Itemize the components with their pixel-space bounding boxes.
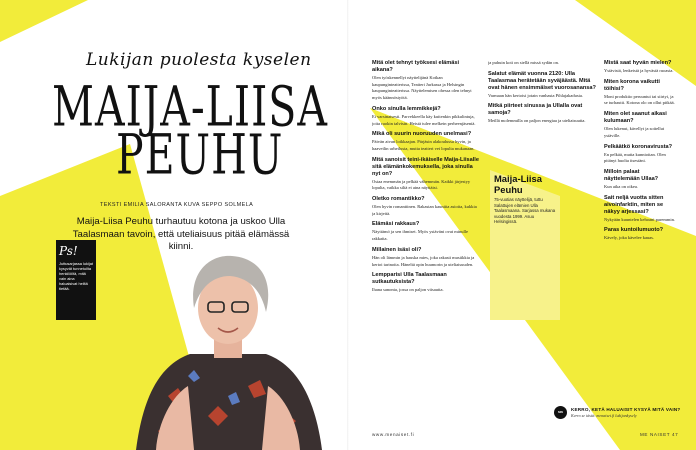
answer: Kun aika on oikea.	[604, 183, 638, 189]
question: Milloin palaat näyttelemään Ullaa?	[604, 168, 659, 182]
qa-item	[372, 272, 480, 294]
question: Millainen isäsi oli?	[372, 246, 422, 253]
question: Paras kuntoilumuoto?	[604, 227, 664, 234]
article-title-line1: MAIJA-LIISA	[52, 74, 328, 139]
qa-item	[604, 79, 676, 107]
question: Pelkäätkö koronavirusta?	[604, 143, 673, 150]
footer-cta: KERRO, KETÄ HALUAISIT KYSYÄ MITÄ VAIN?	[571, 407, 681, 412]
answer: Meillä molemmilla on paljon energiaa ja uteliaisuutta.	[488, 118, 586, 124]
answer: ja puhuin koti on siellä missä sydän on.	[488, 60, 559, 65]
question: Sait neljä vuotta sitten aivoinfarktin, miten se näkyy arjessasi?	[604, 194, 664, 215]
answer: Olen työskennellyt näyttelijänä Kotkan kaupunginteatterissa, Teatteri Jurkassa ja Helsingin kaupunginteatterissa. Näyttelemisen ohessa olen tehnyt myös käännöstyötä.	[372, 75, 472, 101]
question: Onko sinulla lemmikkejä?	[372, 105, 441, 112]
note-text: Juttusarjassa lukijat kysyvät tunnetuilta henkilöiltä, mitä vain aina haluaisivat heiltä tietää.	[59, 261, 93, 292]
qa-item	[372, 221, 480, 242]
article-column-2	[488, 60, 598, 140]
qa-item	[372, 196, 480, 217]
page-folio: ME NAISET 47	[640, 432, 679, 437]
qa-item	[372, 157, 480, 192]
person-portrait-icon	[128, 246, 328, 450]
qa-item	[488, 103, 598, 125]
qa-item	[604, 169, 676, 191]
magazine-logo-icon: MN	[554, 406, 567, 419]
answer: Näyttämö ja sen ihmiset. Myös ystäväni ovat minulle rakkaita.	[372, 229, 468, 242]
answer: Varmaan hän kertoisi jotain vanhasta Pihlajakadusta.	[488, 92, 583, 98]
qa-item	[604, 60, 676, 75]
article-lead: Maija-Liisa Peuhu turhautuu kotona ja uskoo Ulla Taalasmaan tavoin, että uteliaisuus pitää elämässä kiinni.	[72, 216, 290, 253]
question: Mikä oli suurin nuoruuden unelmasi?	[372, 131, 472, 138]
question: Mitä sanoisit teini-ikäiselle Maija-Liisalle sitä elämänkokemuksella, joka sinulla nyt on?	[372, 156, 479, 177]
qa-item	[372, 106, 480, 127]
question: Salatut elämät vuonna 2120: Ulla Taalasmaa herätetään syväjäästä. Mitä ovat hänen ensimmäiset vuorosanansa?	[488, 70, 596, 91]
question: Mitkä piirteet sinussa ja Ullalla ovat samoja?	[488, 103, 583, 117]
question: Lempparisi Ulla Taalasmaan sutkautuksista?	[372, 272, 447, 286]
question: Miten korona vaikutti töihisi?	[604, 78, 660, 92]
article-column-1	[372, 60, 480, 436]
answer: Olen lukenut, kävellyt ja soitellut ystäville.	[604, 126, 665, 138]
note-signature: Ps!	[59, 244, 78, 258]
article-credits: TEKSTI EMILIA SALORANTA KUVA SEPPO SOLMELA	[100, 202, 254, 208]
sidebar-title: Maija-Liisa Peuhu	[494, 173, 542, 195]
question: Mitä olet tehnyt työksesi elämäsi aikana?	[372, 60, 460, 73]
series-note-box	[56, 240, 96, 320]
answer: Hän oli lämmin ja hauska mies, joka rakasti musiikkia ja kertoi tarinoita. Häneltä opin huumorin ja uteliaisuuden.	[372, 254, 475, 267]
page-gutter	[347, 0, 349, 450]
answer: Moni produktio peruuntui tai siirtyi, ja se turhautti. Kotona olo on ollut pitkää.	[604, 93, 675, 106]
qa-item	[488, 71, 598, 100]
answer: Ei varsinaisesti. Parvekkeella käy kuitenkin pikkulintuja, joita ruokin talvisin. Heistä tulee melkein perheenjäseniä.	[372, 113, 476, 126]
footer-cta-link[interactable]: Kerro se tästä: menaiset.fi lukijankysely	[571, 413, 637, 418]
qa-item	[372, 60, 480, 102]
answer: Olen hyvin romanttinen. Rakastan kauniita asioita, kukkia ja kirjeitä.	[372, 204, 477, 216]
qa-item	[604, 195, 676, 224]
answer: Ystävistä, lenkeistä ja hyvästä ruoasta.	[604, 68, 674, 73]
qa-item	[604, 111, 676, 139]
question: Mistä saat hyvän mielen?	[604, 60, 672, 66]
qa-item	[604, 227, 676, 242]
qa-item	[372, 131, 480, 152]
answer: En pelkää, mutta kunnioitan. Olen pitänyt huolta itsestäni.	[604, 151, 666, 164]
qa-item	[372, 247, 480, 268]
qa-item	[604, 144, 676, 165]
answer: Kävely, joka kävelee kauas.	[604, 235, 655, 241]
answer: Ihana sanonta, jossa on paljon viisautta.	[372, 287, 444, 293]
qa-item	[488, 60, 598, 67]
question: Miten olet saanut aikasi kulumaan?	[604, 111, 667, 125]
yellow-band-top-left	[0, 0, 88, 42]
sidebar-text: 75-vuotias näyttelijä, tuttu Salattujen elämien Ulla Taalasmaana. Sarjassa mukana vuodesta 1999. Asuu Helsingissä.	[494, 197, 556, 225]
question: Oletko romantikko?	[372, 196, 425, 203]
answer: Päivän aivan loikkaajan. Pärjäsin alakoulussa hyvin, ja haaveilin urheilusta, mutta teatteri vei lopulta mukanaan.	[372, 139, 475, 151]
website-url[interactable]: www.menaiset.fi	[372, 432, 415, 437]
article-title-line2: PEUHU	[116, 122, 284, 187]
answer: Nykyään kuuntelen kehoani paremmin.	[604, 216, 675, 222]
article-kicker: Lukijan puolesta kyselen	[86, 50, 312, 70]
question: Elämäsi rakkaus?	[372, 221, 420, 228]
article-column-3	[604, 60, 676, 390]
answer: Ostaa enemmän ja pelkää vähemmän. Kaikki järjestyy lopulta, vaikka siltä ei aina näyttäisi.	[372, 178, 471, 191]
